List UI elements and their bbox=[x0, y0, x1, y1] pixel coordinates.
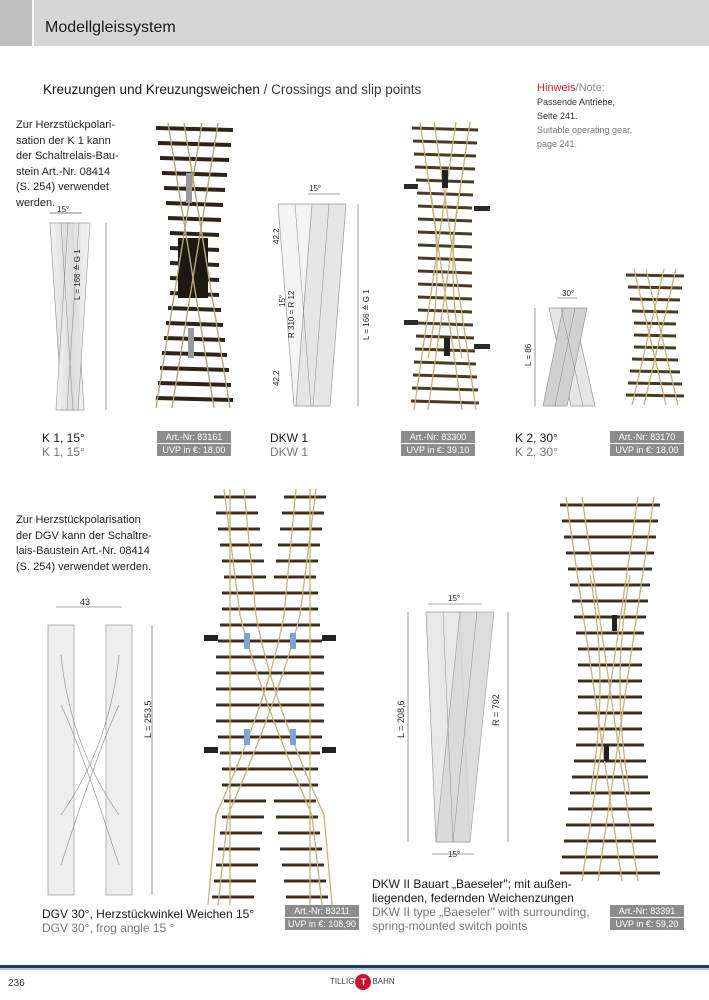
dkw2-name-de-2: liegenden, federnden Weichenzungen bbox=[372, 891, 574, 905]
k1-name-en: K 1, 15° bbox=[42, 445, 85, 459]
dgv-width-label: 43 bbox=[80, 597, 91, 607]
note-line-4: page 241. bbox=[537, 139, 578, 149]
k1-description bbox=[16, 118, 146, 211]
dgv-name-de: DGV 30°, Herzstückwinkel Weichen 15° bbox=[42, 907, 255, 921]
dkw2-radius-label: R = 792 bbox=[491, 694, 501, 726]
k2-name-en: K 2, 30° bbox=[515, 445, 558, 459]
note-line-1: Passende Antriebe, bbox=[537, 97, 616, 107]
k2-name-de: K 2, 30° bbox=[515, 431, 558, 445]
dgv-dimension-drawing bbox=[40, 595, 180, 905]
note-box bbox=[537, 81, 687, 151]
logo-right: BAHN bbox=[372, 977, 395, 987]
k1-length-label: L = 166 ≙ G 1 bbox=[73, 249, 82, 300]
dkw1-name-de: DKW 1 bbox=[270, 431, 309, 445]
k1-article-number: Art.-Nr: 83161 bbox=[157, 431, 231, 444]
logo-mark-icon: T bbox=[355, 974, 371, 990]
tillig-logo bbox=[330, 974, 395, 990]
dkw2-angle-top-label: 15° bbox=[448, 594, 461, 603]
dkw2-name-en-2: spring-mounted switch points bbox=[372, 919, 528, 933]
k2-angle-label: 30° bbox=[562, 289, 575, 298]
section-title bbox=[43, 82, 421, 97]
dgv-price: UVP in €: 108,90 bbox=[285, 918, 359, 930]
k1-angle-label: 15° bbox=[57, 205, 70, 214]
dgv-name-en: DGV 30°, frog angle 15 ° bbox=[42, 921, 175, 935]
dkw1-article-number: Art.-Nr: 83300 bbox=[401, 431, 475, 444]
k2-article-box bbox=[610, 431, 684, 456]
dgv-article-box bbox=[285, 905, 359, 930]
k2-length-label: L = 86 bbox=[524, 343, 533, 366]
dkw2-track-image bbox=[550, 495, 670, 885]
section-title-de: Kreuzungen und Kreuzungsweichen bbox=[43, 82, 260, 97]
dgv-length-label: L = 253,5 bbox=[143, 700, 153, 738]
k1-desc-line: (S. 254) verwendet bbox=[16, 181, 109, 193]
dkw2-dimension-drawing bbox=[398, 592, 518, 862]
k1-price: UVP in €: 18,00 bbox=[157, 444, 231, 456]
k2-article-number: Art.-Nr: 83170 bbox=[610, 431, 684, 444]
dkw1-article-box bbox=[401, 431, 475, 456]
k2-price: UVP in €: 18,00 bbox=[610, 444, 684, 456]
k1-desc-line: sation der K 1 kann bbox=[16, 134, 111, 147]
dgv-desc-line: lais-Baustein Art.-Nr. 08414 bbox=[16, 545, 150, 557]
k2-track-image bbox=[620, 265, 690, 410]
dkw1-radius-label: R 310 = R 12 bbox=[287, 290, 296, 338]
dkw1-mid-label: 15° bbox=[278, 294, 287, 307]
k1-desc-line: stein Art.-Nr. 08414 bbox=[16, 165, 111, 178]
k1-desc-line: werden. bbox=[16, 196, 56, 209]
dgv-description bbox=[16, 513, 196, 575]
k1-track-image bbox=[148, 118, 243, 418]
dgv-desc-line: der DGV kann der Schaltre- bbox=[16, 529, 152, 542]
k1-article-box bbox=[157, 431, 231, 456]
note-title-en: /Note: bbox=[575, 82, 605, 94]
section-title-en: / Crossings and slip points bbox=[259, 82, 422, 97]
dgv-desc-line: Zur Herzstückpolarisation bbox=[16, 514, 141, 526]
note-line-3: Suitable operating gear, bbox=[537, 125, 633, 135]
dgv-track-image bbox=[200, 485, 345, 910]
k1-desc-line: der Schaltrelais-Bau- bbox=[16, 150, 119, 162]
dkw1-angle-label: 15° bbox=[309, 184, 322, 193]
dkw2-name-de-1: DKW II Bauart „Baeseler"; mit außen- bbox=[372, 877, 572, 891]
page-title: Modellgleissystem bbox=[45, 19, 176, 36]
logo-left: TILLIG bbox=[330, 977, 355, 987]
dkw2-name-en-1: DKW II type „Baeseler" with surrounding, bbox=[372, 905, 590, 919]
dgv-article-number: Art.-Nr: 83211 bbox=[285, 905, 359, 918]
footer-line bbox=[0, 968, 709, 970]
dkw2-length-label: L = 208,6 bbox=[396, 700, 406, 738]
dkw2-article-number: Art.-Nr: 83391 bbox=[610, 905, 684, 918]
dkw2-angle-bottom-label: 15° bbox=[448, 850, 461, 859]
dgv-desc-line: (S. 254) verwendet werden. bbox=[16, 560, 152, 573]
note-line-2: Seite 241. bbox=[537, 111, 578, 121]
dkw2-article-box bbox=[610, 905, 684, 930]
k1-name-de: K 1, 15° bbox=[42, 431, 85, 445]
dkw1-name-en: DKW 1 bbox=[270, 445, 309, 459]
k1-desc-line: Zur Herzstückpolari- bbox=[16, 119, 116, 131]
dkw1-track-image bbox=[398, 118, 498, 418]
k1-dimension-drawing bbox=[40, 205, 140, 415]
note-title-de: Hinweis bbox=[537, 82, 576, 94]
dkw1-top-label: 42,2 bbox=[272, 228, 281, 244]
header-accent bbox=[0, 0, 34, 46]
dkw1-price: UVP in €: 39,10 bbox=[401, 444, 475, 456]
dkw1-bottom-label: 42,2 bbox=[272, 370, 281, 386]
page-number: 236 bbox=[8, 978, 25, 989]
dkw1-length-label: L = 166 ≙ G 1 bbox=[362, 289, 371, 340]
dkw2-price: UVP in €: 59,20 bbox=[610, 918, 684, 930]
